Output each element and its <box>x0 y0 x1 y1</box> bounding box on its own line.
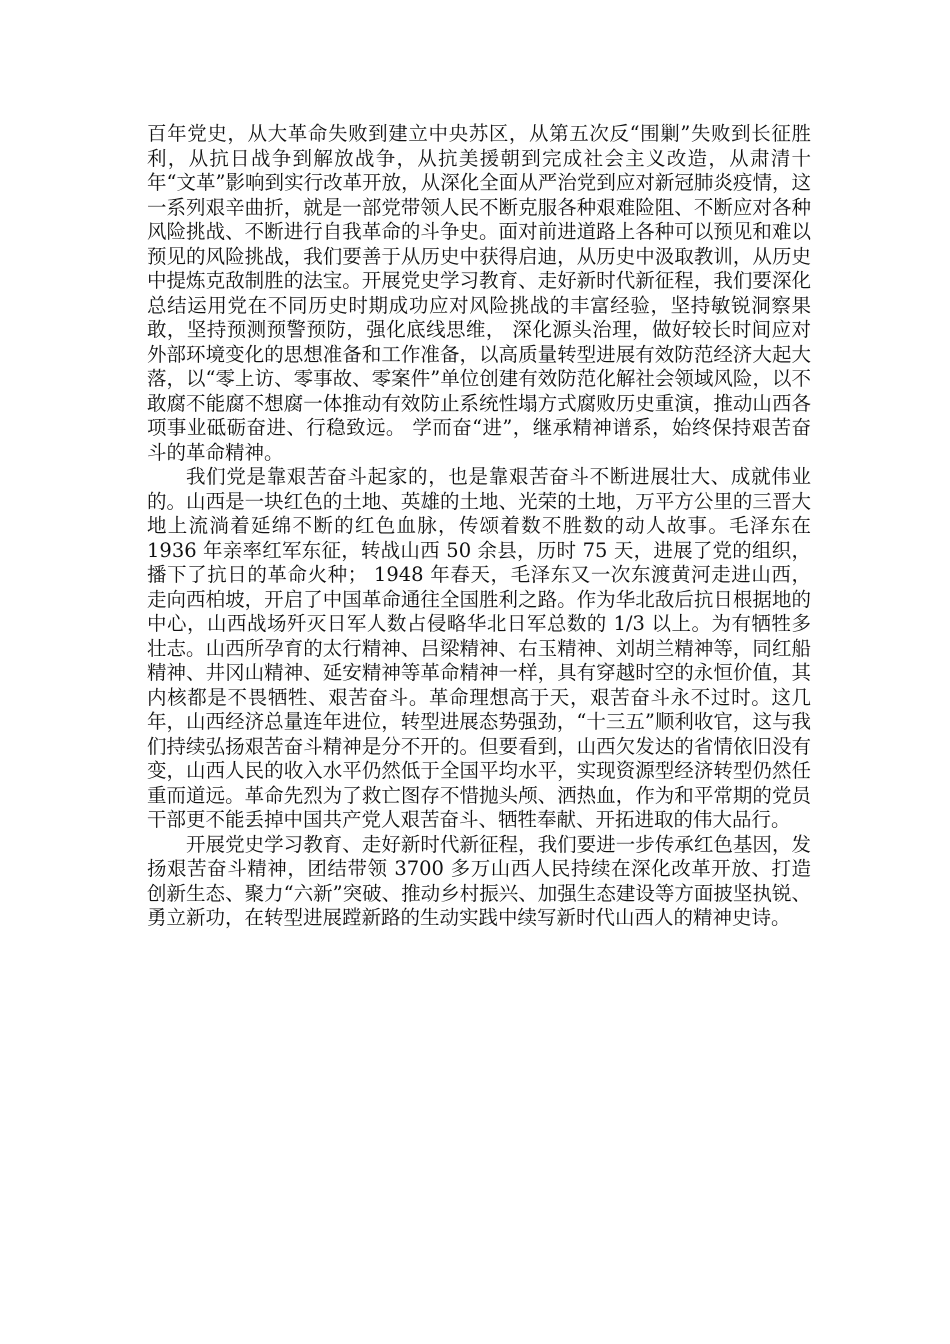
document-body <box>147 122 811 931</box>
paragraph-hard-struggle: 我们党是靠艰苦奋斗起家的，也是靠艰苦奋斗不断进展壮大、成就伟业的。山西是一块红色的土地、英雄的土地、光荣的土地，万平方公里的三晋大地上流淌着延绵不断的红色血脉，传颂着数不胜数的动人故事。毛泽东在 1936 年亲率红军东征，转战山西 50 余县，历时 75 天，进展了党的组织，播下了抗日的革命火种； 1948 年春天，毛泽东又一次东渡黄河走进山西，走向西柏坡，开启了中国革命通往全国胜利之路。作为华北敌后抗日根据地的中心，山西战场歼灭日军人数占侵略华北日军总数的 1/3 以上。为有牺牲多壮志。山西所孕育的太行精神、吕梁精神、右玉精神、刘胡兰精神等，同红船精神、井冈山精神、延安精神等革命精神一样，具有穿越时空的永恒价值，其内核都是不畏牺牲、艰苦奋斗。革命理想高于天，艰苦奋斗永不过时。这几年，山西经济总量连年进位，转型进展态势强劲，“十三五”顺利收官，这与我们持续弘扬艰苦奋斗精神是分不开的。但要看到，山西欠发达的省情依旧没有变，山西人民的收入水平仍然低于全国平均水平，实现资源型经济转型仍然任重而道远。革命先烈为了救亡图存不惜抛头颅、洒热血，作为和平常期的党员干部更不能丢掉中国共产党人艰苦奋斗、牺牲奉献、开拓进取的伟大品行。 <box>147 465 811 831</box>
paragraph-history-risks: 百年党史，从大革命失败到建立中央苏区，从第五次反“围剿”失败到长征胜利，从抗日战争到解放战争，从抗美援朝到完成社会主义改造，从肃清十年“文革”影响到实行改革开放，从深化全面从严治党到应对新冠肺炎疫情，这一系列艰辛曲折，就是一部党带领人民不断克服各种艰难险阻、不断应对各种风险挑战、不断进行自我革命的斗争史。面对前进道路上各种可以预见和难以预见的风险挑战，我们要善于从历史中获得启迪，从历史中汲取教训，从历史中提炼克敌制胜的法宝。开展党史学习教育、走好新时代新征程，我们要深化总结运用党在不同历史时期成功应对风险挑战的丰富经验，坚持敏锐洞察果敢，坚持预测预警预防，强化底线思维， 深化源头治理，做好较长时间应对外部环境变化的思想准备和工作准备，以高质量转型进展有效防范经济大起大落，以“零上访、零事故、零案件”单位创建有效防范化解社会领域风险，以不敢腐不能腐不想腐一体推动有效防止系统性塌方式腐败历史重演，推动山西各项事业砥砺奋进、行稳致远。 学而奋“进”，继承精神谱系，始终保持艰苦奋斗的革命精神。 <box>147 122 811 464</box>
paragraph-red-gene: 开展党史学习教育、走好新时代新征程，我们要进一步传承红色基因，发扬艰苦奋斗精神，团结带领 3700 多万山西人民持续在深化改革开放、打造创新生态、聚力“六新”突破、推动乡村振兴、加强生态建设等方面披坚执锐、勇立新功，在转型进展蹚新路的生动实践中续写新时代山西人的精神史诗。 <box>147 832 811 929</box>
